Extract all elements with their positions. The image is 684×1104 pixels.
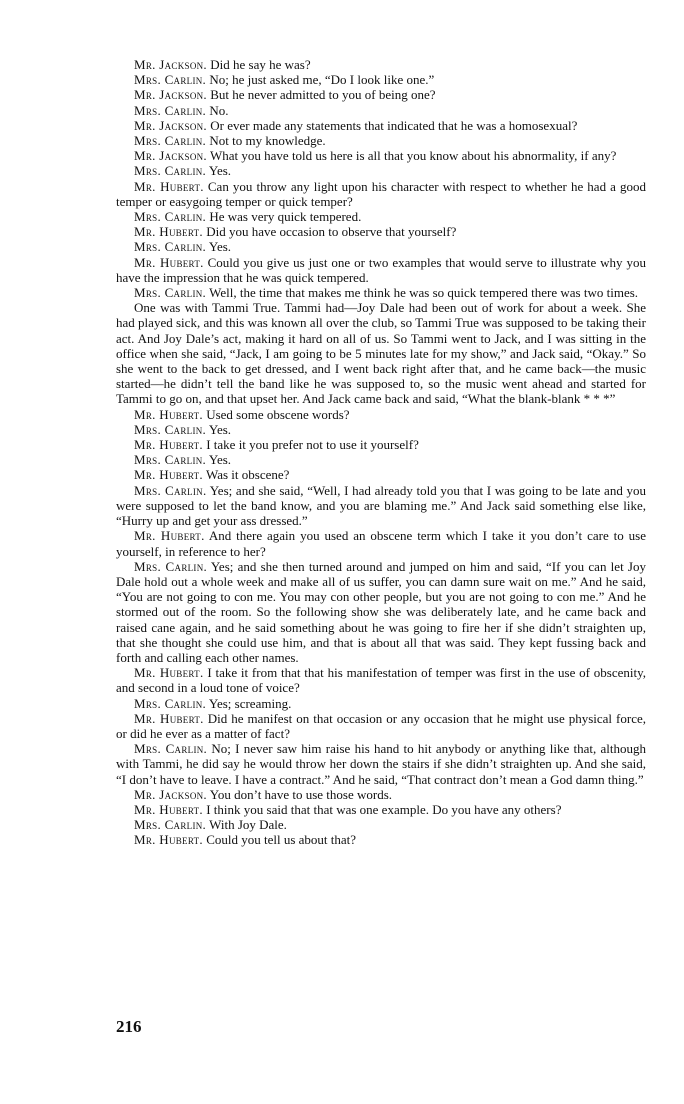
testimony-paragraph — [116, 832, 646, 847]
speaker-name: Mrs. Carlin. — [134, 695, 207, 711]
speaker-name: Mr. Hubert. — [134, 406, 203, 422]
paragraph-text: Or ever made any statements that indicated that he was a homosexual? — [210, 117, 578, 133]
paragraph-text: With Joy Dale. — [209, 817, 287, 833]
testimony-paragraph — [116, 528, 646, 558]
page-number: 216 — [116, 1017, 142, 1036]
testimony-paragraph — [116, 422, 646, 437]
testimony-paragraph — [116, 133, 646, 148]
paragraph-text: You don’t have to use those words. — [209, 786, 393, 802]
paragraph-text: One was with Tammi True. Tammi had—Joy Dale had been out of work for about a week. She had played sick, and this was known all over the club, so Tammi True was supposed to be taking their act. And Joy Dale’s act, making it hard on all of us. So Tammi went to Jack, and I was sitting in the office when she said, “Jack, I am going to be 5 minutes late for my show,” and Jack said, “Okay.” So she went to the back to get dressed, and I went back right after that, and he came back—the music started—he didn’t tell the band like he was supposed to, so the music went ahead and started for Tammi to go on, and that upset her. And Jack came back and said, “What the blank-blank * * *” — [116, 300, 646, 407]
testimony-paragraph — [116, 407, 646, 422]
speaker-name: Mr. Hubert. — [134, 832, 203, 848]
testimony-paragraph — [116, 817, 646, 832]
speaker-name: Mrs. Carlin. — [134, 452, 207, 468]
speaker-name: Mr. Jackson. — [134, 57, 207, 72]
paragraph-text: Yes. — [208, 452, 232, 468]
testimony-paragraph — [116, 87, 646, 102]
paragraph-text: Yes. — [208, 163, 232, 179]
speaker-name: Mr. Hubert. — [134, 437, 203, 453]
speaker-name: Mr. Hubert. — [134, 467, 203, 483]
speaker-name: Mr. Hubert. — [134, 528, 205, 544]
paragraph-text: I take it you prefer not to use it yourself? — [206, 437, 419, 453]
testimony-paragraph — [116, 665, 646, 695]
testimony-paragraph — [116, 787, 646, 802]
paragraph-text: Could you give us just one or two examples that would serve to illustrate why you have the impression that he was quick tempered. — [116, 254, 647, 285]
testimony-paragraph — [116, 224, 646, 239]
transcript-body — [116, 57, 646, 848]
speaker-name: Mrs. Carlin. — [134, 482, 207, 498]
testimony-paragraph — [116, 696, 646, 711]
paragraph-text: Did he say he was? — [210, 57, 311, 72]
paragraph-text: Used some obscene words? — [206, 406, 350, 422]
testimony-paragraph — [116, 163, 646, 178]
testimony-paragraph — [116, 437, 646, 452]
paragraph-text: But he never admitted to you of being one? — [210, 87, 436, 103]
paragraph-text: Yes; and she then turned around and jumped on him and said, “If you can let Joy Dale hold out a whole week and make all of us suffer, you can damn sure wait on me.” And he said, “You are not going to con me. You may con other people, but you are not going to con me.” And he stormed out of the room. So the following show she was deliberately late, and he came back and raised cane again, and he said something about he was going to fire her if she didn’t straighten up, that she thought she could use him, and that is about all that was said. They kept fussing back and forth and calling each other names. — [116, 558, 646, 665]
paragraph-text: Was it obscene? — [205, 467, 290, 483]
testimony-paragraph — [116, 57, 646, 72]
speaker-name: Mrs. Carlin. — [134, 558, 208, 574]
testimony-paragraph — [116, 467, 646, 482]
speaker-name: Mr. Jackson. — [134, 87, 207, 103]
paragraph-text: Could you tell us about that? — [206, 832, 357, 848]
paragraph-text: Yes; and she said, “Well, I had already told you that I was going to be late and you were supposed to let the band know, and you are blaming me.” And Jack said something else like, “Hurry up and get your ass dressed.” — [116, 482, 647, 529]
speaker-name: Mrs. Carlin. — [134, 133, 207, 149]
testimony-paragraph — [116, 741, 646, 787]
paragraph-text: I think you said that that was one example. Do you have any others? — [206, 801, 562, 817]
paragraph-text: And there again you used an obscene term which I take it you don’t care to use yourself, in reference to her? — [116, 528, 646, 559]
paragraph-text: No; I never saw him raise his hand to hit anybody or anything like that, although with Tammi, he did say he would throw her down the stairs if she didn’t straighten up. And she said, “I don’t have to leave. I have a contract.” And he said, “That contract don’t mean a God damn thing.” — [116, 741, 646, 787]
testimony-paragraph — [116, 179, 646, 209]
speaker-name: Mr. Jackson. — [134, 117, 207, 133]
testimony-paragraph — [116, 118, 646, 133]
speaker-name: Mrs. Carlin. — [134, 817, 207, 833]
speaker-name: Mrs. Carlin. — [134, 741, 208, 757]
speaker-name: Mrs. Carlin. — [134, 285, 207, 301]
testimony-paragraph — [116, 711, 646, 741]
testimony-paragraph — [116, 285, 646, 300]
testimony-paragraph — [116, 483, 646, 529]
paragraph-text: Can you throw any light upon his character with respect to whether he had a good temper or easygoing temper or quick temper? — [116, 178, 646, 209]
paragraph-text: He was very quick tempered. — [209, 209, 362, 225]
testimony-paragraph — [116, 103, 646, 118]
paragraph-text: Yes; screaming. — [208, 695, 292, 711]
paragraph-text: Well, the time that makes me think he was so quick tempered there was two times. — [209, 285, 639, 301]
testimony-paragraph — [116, 72, 646, 87]
paragraph-text: No; he just asked me, “Do I look like one.” — [209, 72, 435, 88]
speaker-name: Mr. Jackson. — [134, 148, 207, 164]
testimony-paragraph — [116, 239, 646, 254]
speaker-name: Mrs. Carlin. — [134, 239, 207, 255]
testimony-paragraph — [116, 559, 646, 665]
testimony-paragraph — [116, 209, 646, 224]
speaker-name: Mr. Hubert. — [134, 254, 204, 270]
testimony-paragraph — [116, 255, 646, 285]
speaker-name: Mr. Hubert. — [134, 710, 204, 726]
paragraph-text: Did you have occasion to observe that yourself? — [206, 224, 457, 240]
speaker-name: Mr. Hubert. — [134, 801, 203, 817]
speaker-name: Mrs. Carlin. — [134, 72, 207, 88]
paragraph-text: Did he manifest on that occasion or any occasion that he might use physical force, or did he ever as a matter of fact? — [116, 710, 646, 741]
speaker-name: Mr. Hubert. — [134, 178, 204, 194]
speaker-name: Mr. Hubert. — [134, 224, 203, 240]
testimony-paragraph — [116, 148, 646, 163]
speaker-name: Mrs. Carlin. — [134, 209, 207, 225]
testimony-paragraph — [116, 802, 646, 817]
paragraph-text: I take it from that that his manifestation of temper was first in the use of obscenity, and second in a loud tone of voice? — [116, 665, 646, 696]
testimony-paragraph — [116, 300, 646, 406]
paragraph-text: Yes. — [208, 421, 232, 437]
speaker-name: Mrs. Carlin. — [134, 421, 207, 437]
paragraph-text: What you have told us here is all that you know about his abnormality, if any? — [210, 148, 617, 164]
speaker-name: Mrs. Carlin. — [134, 163, 207, 179]
testimony-paragraph — [116, 452, 646, 467]
paragraph-text: No. — [209, 102, 229, 118]
speaker-name: Mrs. Carlin. — [134, 102, 207, 118]
speaker-name: Mr. Jackson. — [134, 786, 207, 802]
paragraph-text: Not to my knowledge. — [209, 133, 326, 149]
paragraph-text: Yes. — [208, 239, 232, 255]
speaker-name: Mr. Hubert. — [134, 665, 204, 681]
